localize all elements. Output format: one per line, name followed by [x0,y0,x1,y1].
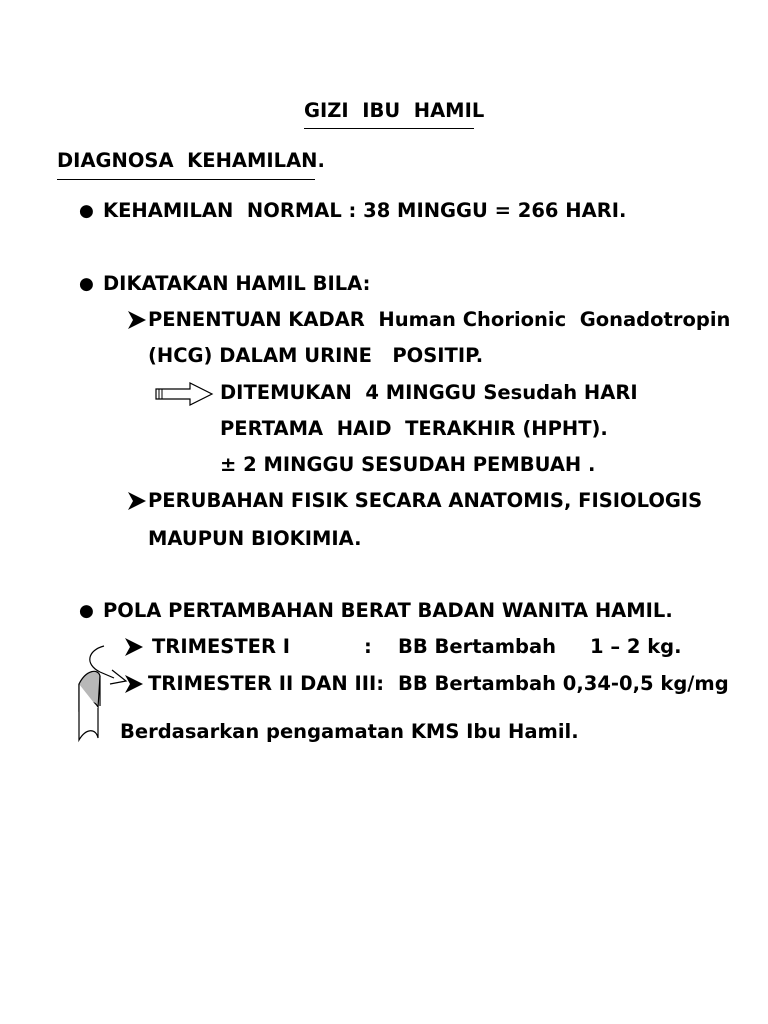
heading-underline [57,179,315,180]
document-title: GIZI IBU HAMIL [304,99,485,122]
trimester1-separator: : [364,635,372,658]
detail-found-line3: ± 2 MINGGU SESUDAH PEMBUAH . [220,453,596,476]
kms-note: Berdasarkan pengamatan KMS Ibu Hamil. [120,720,579,743]
trimester1-label: TRIMESTER I [152,635,291,658]
detail-found-line1: DITEMUKAN 4 MINGGU Sesudah HARI [220,381,638,404]
trimester1-value: BB Bertambah 1 – 2 kg. [398,635,682,658]
block-arrow-icon [154,382,214,406]
sub-item-hcg-line1: PENENTUAN KADAR Human Chorionic Gonadotropin [148,308,731,331]
arrowhead-bullet-icon [124,674,144,694]
bullet-dot-icon: ● [79,274,94,294]
title-underline [304,128,474,129]
arrowhead-bullet-icon [124,637,144,657]
arrowhead-bullet-icon [127,491,147,511]
bullet-pregnant-when: DIKATAKAN HAMIL BILA: [103,272,371,295]
section-heading: DIAGNOSA KEHAMILAN. [57,149,325,172]
sub-item-physical-change-line1: PERUBAHAN FISIK SECARA ANATOMIS, FISIOLOGIS [148,489,703,512]
sub-item-physical-change-line2: MAUPUN BIOKIMIA. [148,527,362,550]
bullet-normal-pregnancy: KEHAMILAN NORMAL : 38 MINGGU = 266 HARI. [103,199,627,222]
arrowhead-bullet-icon [127,310,147,330]
trimester2-label: TRIMESTER II DAN III: [148,672,385,695]
bullet-weight-gain: POLA PERTAMBAHAN BERAT BADAN WANITA HAMIL. [103,599,673,622]
sub-item-hcg-line2: (HCG) DALAM URINE POSITIP. [148,344,484,367]
bullet-dot-icon: ● [79,601,94,621]
detail-found-line2: PERTAMA HAID TERAKHIR (HPHT). [220,417,608,440]
bullet-dot-icon: ● [79,201,94,221]
trimester2-value: BB Bertambah 0,34-0,5 kg/mg [398,672,729,695]
